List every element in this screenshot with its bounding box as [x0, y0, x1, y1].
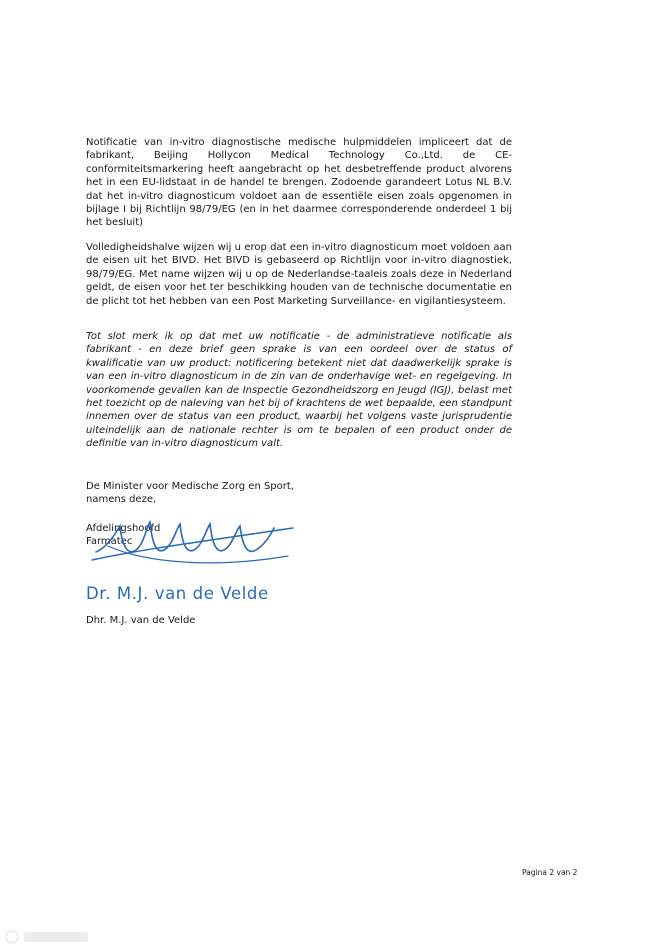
- paragraph-notification: Notificatie van in-vitro diagnostische medische hulpmiddelen impliceert dat de fabrikant, Beijing Hollycon Medical Technology Co.,Ltd. de CE-conformiteitsmarkering heeft aangebracht op het desbetreffende product alvorens het in een EU-lidstaat in de handel te brengen. Zodoende garandeert Lotus NL B.V. dat het in-vitro diagnosticum voldoet aan de essentiële eisen zoals opgenomen in bijlage I bij Richtlijn 98/79/EG (en in het daarmee corresponderende onderdeel 1 bij het besluit): [86, 137, 512, 229]
- signatory-role: Afdelingshoofd: [86, 523, 161, 534]
- watermark-icon: [4, 928, 94, 946]
- page-number: Pagina 2 van 2: [522, 868, 578, 877]
- paragraph-disclaimer: Tot slot merk ik op dat met uw notificatie - de administratieve notificatie als fabrikant - en deze brief geen sprake is van een oordeel over de status of kwalificatie van uw product: notificering betekent niet dat daadwerkelijk sprake is van een in-vitro diagnosticum in de zin van de onderhavige wet- en regelgeving. In voorkomende gevallen kan de Inspectie Gezondheidszorg en Jeugd (IGJ), belast met het toezicht op de naleving van het bij of krachtens de wet bepaalde, een standpunt innemen over de status van een product, waarbij het volgens vaste jurisprudentie uiteindelijk aan de nationale rechter is om te bepalen of een product onder de definitie van in-vitro diagnosticum valt.: [86, 331, 512, 450]
- signatory-department: Farmatec: [86, 536, 133, 547]
- closing-on-behalf: namens deze,: [86, 494, 157, 505]
- signature-icon: [88, 506, 298, 576]
- signatory-stamp-name: Dr. M.J. van de Velde: [86, 584, 269, 603]
- signatory-printed-name: Dhr. M.J. van de Velde: [86, 615, 196, 626]
- paragraph-requirements: Volledigheidshalve wijzen wij u erop dat een in-vitro diagnosticum moet voldoen aan de eisen uit het BIVD. Het BIVD is gebaseerd op Richtlijn voor in-vitro diagnostiek, 98/79/EG. Met name wijzen wij u op de Nederlandse-taaleis zoals deze in Nederland geldt, de eisen voor het ter beschikking houden van de technische documentatie en de plicht tot het hebben van een Post Marketing Surveillance- en vigilantiesysteem.: [86, 242, 512, 307]
- closing-minister: De Minister voor Medische Zorg en Sport,: [86, 481, 294, 492]
